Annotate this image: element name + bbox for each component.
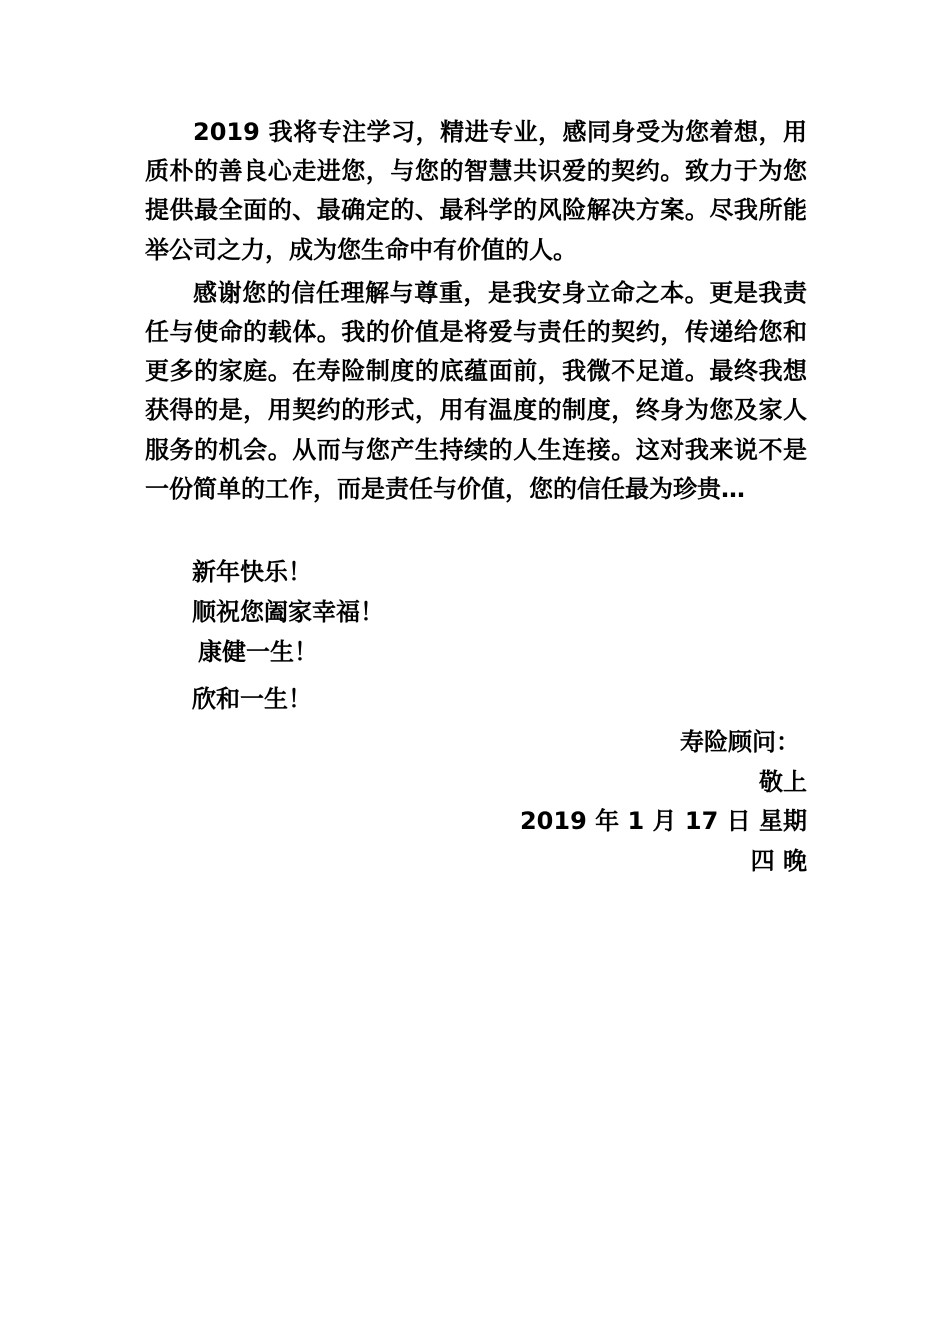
paragraph-1: 2019 我将专注学习，精进专业，感同身受为您着想，用质朴的善良心走进您，与您的智慧共识爱的契约。致力于为您提供最全面的、最确定的、最科学的风险解决方案。尽我所能举公司之力，成为您生命中有价值的人。 xyxy=(145,118,807,264)
signature-date: 2019 年 1 月 17 日 星期 xyxy=(519,807,807,835)
wish-harmony: 欣和一生！ xyxy=(192,685,312,713)
signature-closing: 敬上 xyxy=(759,768,807,796)
signature-role: 寿险顾问： xyxy=(680,728,800,756)
signature-date-weekday: 四 晚 xyxy=(750,847,807,875)
letter-body xyxy=(145,113,807,509)
wish-health: 康健一生！ xyxy=(198,638,318,666)
paragraph-2: 感谢您的信任理解与尊重，是我安身立命之本。更是我责任与使命的载体。我的价值是将爱与责任的契约，传递给您和更多的家庭。在寿险制度的底蕴面前，我微不足道。最终我想获得的是，用契约的形式，用有温度的制度，终身为您及家人服务的机会。从而与您产生持续的人生连接。这对我来说不是一份简单的工作，而是责任与价值，您的信任最为珍贵… xyxy=(145,278,807,503)
wish-family-happiness: 顺祝您阖家幸福！ xyxy=(192,598,384,626)
wish-new-year: 新年快乐！ xyxy=(192,558,312,586)
